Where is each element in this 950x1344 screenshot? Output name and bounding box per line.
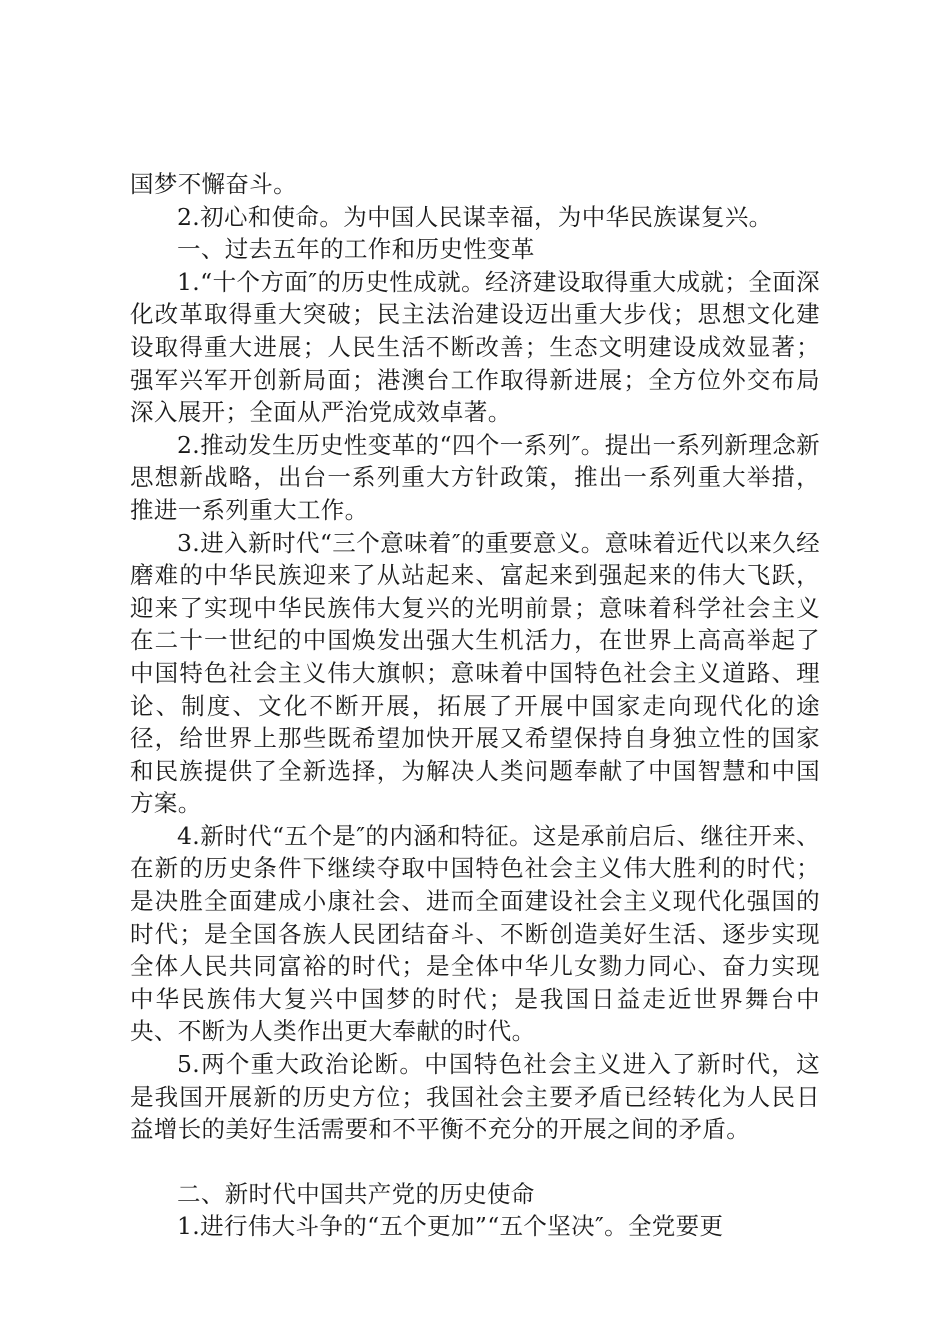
- section-heading-1: 一、过去五年的工作和历史性变革: [177, 235, 535, 264]
- paragraph-continuation: 国梦不懈奋斗。: [130, 170, 297, 198]
- paragraph-gap: [130, 1146, 820, 1178]
- paragraph-mission: 2.初心和使命。为中国人民谋幸福，为中华民族谋复兴。: [177, 202, 773, 231]
- paragraph-two-judgments: 5.两个重大政治论断。中国特色社会主义进入了新时代，这是我国开展新的历史方位；我国社会主要矛盾已经转化为人民日益增长的美好生活需要和不平衡不充分的开展之间的矛盾。: [130, 1050, 820, 1144]
- section-heading-2: 二、新时代中国共产党的历史使命: [177, 1179, 535, 1208]
- paragraph-ten-aspects: 1.“十个方面″的历史性成就。经济建设取得重大成就；全面深化改革取得重大突破；民主法治建设迈出重大步伐；思想文化建设取得重大进展；人民生活不断改善；生态文明建设成效显著；强军兴军开创新局面；港澳台工作取得新进展；全方位外交布局深入展开；全面从严治党成效卓著。: [130, 267, 820, 427]
- paragraph-five-is: 4.新时代“五个是″的内涵和特征。这是承前启后、继往开来、在新的历史条件下继续夺取中国特色社会主义伟大胜利的时代；是决胜全面建成小康社会、进而全面建设社会主义现代化强国的时代；是全国各族人民团结奋斗、不断创造美好生活、逐步实现全体人民共同富裕的时代；是全体中华儿女勠力同心、奋力实现中华民族伟大复兴中国梦的时代；是我国日益走近世界舞台中央、不断为人类作出更大奉献的时代。: [130, 821, 820, 1046]
- document-body: [130, 168, 820, 1243]
- paragraph-three-meanings: 3.进入新时代“三个意味着″的重要意义。意味着近代以来久经磨难的中华民族迎来了从站起来、富起来到强起来的伟大飞跃，迎来了实现中华民族伟大复兴的光明前景；意味着科学社会主义在二十一世纪的中国焕发出强大生机活力，在世界上高高举起了中国特色社会主义伟大旗帜；意味着中国特色社会主义道路、理论、制度、文化不断开展，拓展了开展中国家走向现代化的途径，给世界上那些既希望加快开展又希望保持自身独立性的国家和民族提供了全新选择，为解决人类问题奉献了中国智慧和中国方案。: [130, 528, 820, 818]
- paragraph-four-series: 2.推动发生历史性变革的“四个一系列″。提出一系列新理念新思想新战略，出台一系列重大方针政策，推出一系列重大举措，推进一系列重大工作。: [130, 430, 820, 524]
- paragraph-great-struggle: 1.进行伟大斗争的“五个更加”“五个坚决″。全党要更: [177, 1212, 724, 1241]
